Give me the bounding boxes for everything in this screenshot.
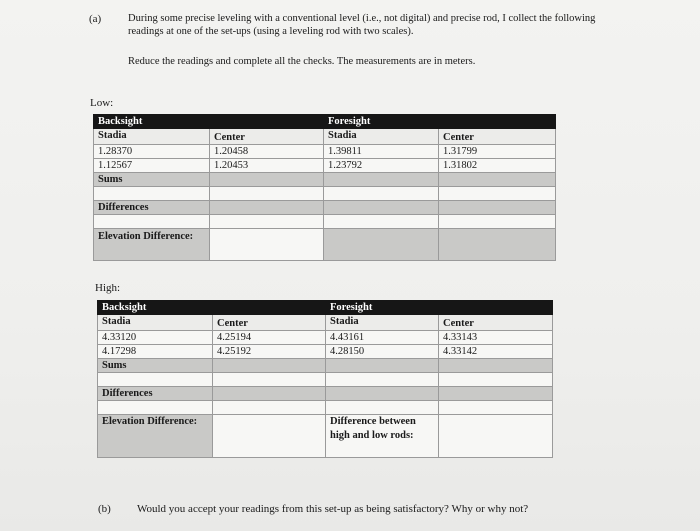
empty-cell (210, 229, 324, 261)
empty-cell (213, 401, 326, 415)
high-differences-answer-row (98, 401, 553, 415)
high-differences-label: Differences (98, 387, 213, 401)
low-differences-label: Differences (94, 201, 210, 215)
low-bs-stadia-header: Stadia (94, 129, 210, 145)
low-bs-stadia-cell: 1.12567 (94, 159, 210, 173)
low-foresight-header: Foresight (324, 115, 556, 129)
empty-cell (326, 387, 439, 401)
high-readings-table (97, 300, 553, 458)
low-fs-stadia-header: Stadia (324, 129, 439, 145)
high-sums-row (98, 359, 553, 373)
low-fs-center-header: Center (439, 129, 556, 145)
low-bs-center-cell: 1.20453 (210, 159, 324, 173)
low-fs-center-cell: 1.31802 (439, 159, 556, 173)
high-elevation-row (98, 415, 553, 458)
empty-cell (210, 187, 324, 201)
empty-cell (439, 187, 556, 201)
high-bs-stadia-cell: 4.17298 (98, 345, 213, 359)
empty-cell (94, 215, 210, 229)
high-fs-stadia-header: Stadia (326, 315, 439, 331)
empty-cell (210, 215, 324, 229)
high-backsight-header: Backsight (98, 301, 326, 315)
high-header-row (98, 301, 553, 315)
low-sums-answer-row (94, 187, 556, 201)
part-a-intro: During some precise leveling with a conventional level (i.e., not digital) and precise rod, I collect the following readings at one of the set-ups (using a leveling rod with two scales). (128, 13, 596, 37)
empty-cell (439, 173, 556, 187)
high-fs-center-header: Center (439, 315, 553, 331)
empty-cell (439, 415, 553, 458)
low-backsight-header: Backsight (94, 115, 324, 129)
empty-cell (439, 215, 556, 229)
low-differences-answer-row (94, 215, 556, 229)
empty-cell (324, 201, 439, 215)
empty-cell (324, 229, 439, 261)
high-fs-center-cell: 4.33142 (439, 345, 553, 359)
empty-cell (326, 401, 439, 415)
high-differences-row (98, 387, 553, 401)
low-differences-row (94, 201, 556, 215)
empty-cell (98, 373, 213, 387)
empty-cell (439, 401, 553, 415)
part-b-question: Would you accept your readings from this set-up as being satisfactory? Why or why not? (137, 503, 529, 515)
low-elevation-row (94, 229, 556, 261)
empty-cell (210, 201, 324, 215)
empty-cell (324, 187, 439, 201)
part-b-label: (b) (98, 503, 111, 515)
low-elevation-label: Elevation Difference: (94, 229, 210, 261)
low-fs-center-cell: 1.31799 (439, 145, 556, 159)
empty-cell (213, 387, 326, 401)
empty-cell (439, 359, 553, 373)
low-fs-stadia-cell: 1.39811 (324, 145, 439, 159)
low-fs-stadia-cell: 1.23792 (324, 159, 439, 173)
high-foresight-header: Foresight (326, 301, 553, 315)
high-fs-center-cell: 4.33143 (439, 331, 553, 345)
part-a-label: (a) (89, 13, 102, 25)
empty-cell (213, 415, 326, 458)
empty-cell (98, 401, 213, 415)
low-header-row (94, 115, 556, 129)
low-subheader-row (94, 129, 556, 145)
empty-cell (439, 201, 556, 215)
low-sums-label: Sums (94, 173, 210, 187)
low-bs-stadia-cell: 1.28370 (94, 145, 210, 159)
high-bs-stadia-cell: 4.33120 (98, 331, 213, 345)
low-section-label: Low: (90, 97, 114, 109)
high-bs-stadia-header: Stadia (98, 315, 213, 331)
high-bs-center-header: Center (213, 315, 326, 331)
table-row (94, 145, 556, 159)
empty-cell (94, 187, 210, 201)
low-readings-table (93, 114, 556, 261)
empty-cell (324, 173, 439, 187)
part-a-instruction: Reduce the readings and complete all the checks. The measurements are in meters. (128, 56, 476, 67)
high-elevation-label: Elevation Difference: (98, 415, 213, 458)
high-bs-center-cell: 4.25194 (213, 331, 326, 345)
empty-cell (213, 373, 326, 387)
high-rod-difference-label: Difference between high and low rods: (326, 415, 439, 458)
empty-cell (324, 215, 439, 229)
table-row (94, 159, 556, 173)
empty-cell (439, 373, 553, 387)
low-bs-center-header: Center (210, 129, 324, 145)
high-subheader-row (98, 315, 553, 331)
high-fs-stadia-cell: 4.43161 (326, 331, 439, 345)
high-sums-answer-row (98, 373, 553, 387)
table-row (98, 345, 553, 359)
high-fs-stadia-cell: 4.28150 (326, 345, 439, 359)
high-bs-center-cell: 4.25192 (213, 345, 326, 359)
empty-cell (213, 359, 326, 373)
empty-cell (326, 359, 439, 373)
empty-cell (326, 373, 439, 387)
empty-cell (439, 387, 553, 401)
low-bs-center-cell: 1.20458 (210, 145, 324, 159)
table-row (98, 331, 553, 345)
empty-cell (439, 229, 556, 261)
high-sums-label: Sums (98, 359, 213, 373)
high-section-label: High: (95, 282, 121, 294)
empty-cell (210, 173, 324, 187)
low-sums-row (94, 173, 556, 187)
